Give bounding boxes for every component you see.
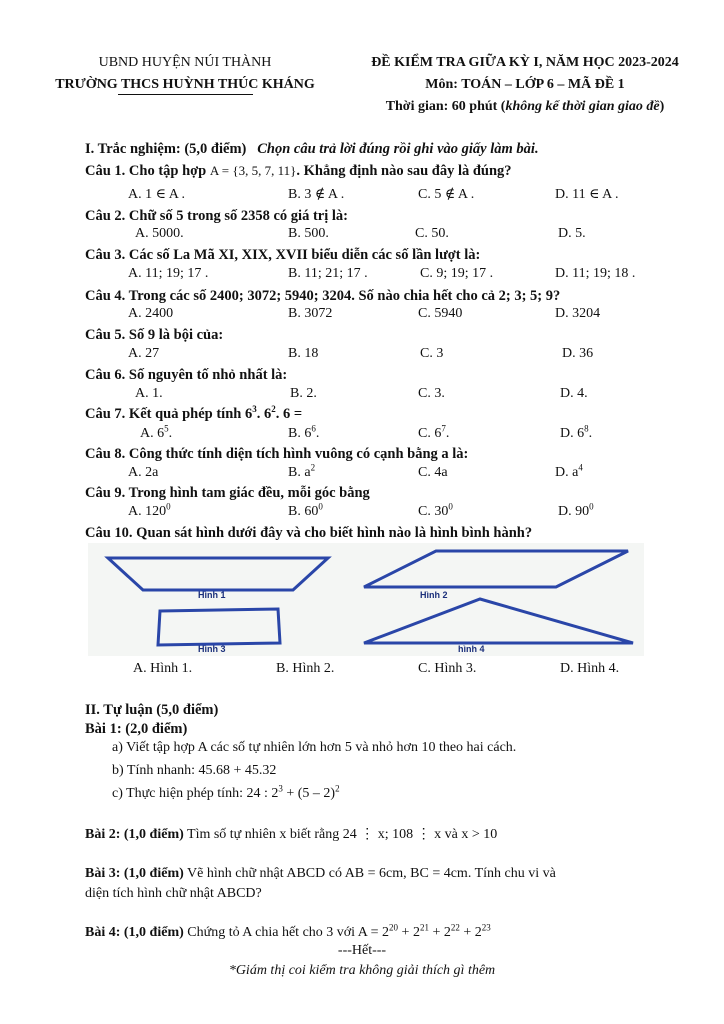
bai3-line1: Bài 3: (1,0 điểm) Vẽ hình chữ nhật ABCD có AB = 6cm, BC = 4cm. Tính chu vi và <box>85 866 556 881</box>
question-9: Câu 9. Trong hình tam giác đều, mỗi góc bằng <box>85 485 370 501</box>
q9-option-d: D. $90^0$ <box>558 501 594 519</box>
q10-option-c: C. Hình 3. <box>418 661 477 676</box>
q5-option-a: A. 27 <box>128 346 160 361</box>
q7-option-d: D. $6^8$. <box>560 423 593 441</box>
q6-option-d: D. 4. <box>560 386 588 401</box>
school-name: TRƯỜNG THCS HUỲNH THÚC KHÁNG <box>55 77 315 92</box>
figure-4-triangle <box>364 599 633 643</box>
header-right <box>340 52 710 118</box>
q8-option-c: C. 4a <box>418 465 448 480</box>
q5-option-c: C. 3 <box>420 346 444 361</box>
q1-option-a: A. 1 ∈ A . <box>128 187 186 202</box>
bai1-a: a) Viết tập hợp A các số tự nhiên lớn hơn 5 và nhỏ hơn 10 theo hai cách. <box>112 740 517 755</box>
q5-option-b: B. 18 <box>288 346 319 361</box>
q8-option-b: B. $a^2$ <box>288 462 316 480</box>
question-4: Câu 4. Trong các số 2400; 3072; 5940; 3204. Số nào chia hết cho cả 2; 3; 5; 9? <box>85 288 561 304</box>
figure-2-parallelogram <box>364 551 628 587</box>
q4-option-d: D. 3204 <box>555 306 601 321</box>
part2-title: II. Tự luận (5,0 điểm) <box>85 702 219 718</box>
exam-time: Thời gian: 60 phút (không kể thời gian giao đề) <box>385 99 665 114</box>
bai1-title: Bài 1: (2,0 điểm) <box>85 721 188 737</box>
q1-option-c: C. 5 ∉ A . <box>418 187 475 202</box>
question-6: Câu 6. Số nguyên tố nhỏ nhất là: <box>85 367 288 383</box>
q3-option-b: B. 11; 21; 17 . <box>288 266 368 281</box>
question-8: Câu 8. Công thức tính diện tích hình vuông có cạnh bằng a là: <box>85 446 469 462</box>
org-name: UBND HUYỆN NÚI THÀNH <box>98 55 272 70</box>
q7-option-b: B. $6^6$. <box>288 423 320 441</box>
q6-option-a: A. 1. <box>135 386 163 401</box>
figure-4-label: hình 4 <box>458 644 485 654</box>
q6-option-b: B. 2. <box>290 386 317 401</box>
q8-option-a: A. 2a <box>128 465 159 480</box>
q4-option-a: A. 2400 <box>128 306 174 321</box>
school-underline <box>118 94 253 95</box>
figure-3-label: Hình 3 <box>198 644 226 654</box>
question-5: Câu 5. Số 9 là bội của: <box>85 327 224 343</box>
q2-option-c: C. 50. <box>415 226 449 241</box>
q3-option-a: A. 11; 19; 17 . <box>128 266 209 281</box>
figure-3-rectangle <box>158 609 280 645</box>
figure-1-label: Hình 1 <box>198 590 226 600</box>
q5-option-d: D. 36 <box>562 346 594 361</box>
q9-option-b: B. $60^0$ <box>288 501 323 519</box>
exam-title: ĐỀ KIỂM TRA GIỮA KỲ I, NĂM HỌC 2023-2024 <box>371 55 679 70</box>
question-7: Câu 7. Kết quả phép tính $6^3$. $6^2$. 6 = <box>85 404 303 422</box>
end-marker: ---Hết--- <box>337 943 387 958</box>
q2-option-d: D. 5. <box>558 226 586 241</box>
q2-option-a: A. 5000. <box>135 226 184 241</box>
q4-option-b: B. 3072 <box>288 306 333 321</box>
q10-option-d: D. Hình 4. <box>560 661 620 676</box>
header-left <box>40 52 330 96</box>
q1-option-b: B. 3 ∉ A . <box>288 187 345 202</box>
footer-note: *Giám thị coi kiểm tra không giải thích gì thêm <box>228 963 496 978</box>
exam-subject: Môn: TOÁN – LỚP 6 – MÃ ĐỀ 1 <box>425 77 625 92</box>
q2-option-b: B. 500. <box>288 226 329 241</box>
q8-option-d: D. $a^4$ <box>555 462 583 480</box>
part1-title: I. Trắc nghiệm: (5,0 điểm) Chọn câu trả lời đúng rồi ghi vào giấy làm bài. <box>85 141 539 157</box>
bai4: Bài 4: (1,0 điểm) Chứng tỏ A chia hết cho 3 với $A = 2^{20} + 2^{21} + 2^{22} + 2^{23}$ <box>85 922 491 940</box>
bai2: Bài 2: (1,0 điểm) Tìm số tự nhiên x biết rằng 24 ⋮ x; 108 ⋮ x và x > 10 <box>85 827 498 842</box>
q1-option-d: D. 11 ∈ A . <box>555 187 619 202</box>
figure-1-trapezoid <box>108 558 328 590</box>
q9-option-a: A. $120^0$ <box>128 501 171 519</box>
question-3: Câu 3. Các số La Mã XI, XIX, XVII biểu diễn các số lần lượt là: <box>85 247 481 263</box>
q10-option-a: A. Hình 1. <box>133 661 193 676</box>
q7-option-a: A. $6^5$. <box>140 423 173 441</box>
figure-2-label: Hình 2 <box>420 590 448 600</box>
question-1: Câu 1. Cho tập hợp A = {3, 5, 7, 11}. Khẳng định nào sau đây là đúng? <box>85 163 512 179</box>
bai3-line2: diện tích hình chữ nhật ABCD? <box>85 886 262 901</box>
figures-svg <box>88 543 644 656</box>
q3-option-d: D. 11; 19; 18 . <box>555 266 636 281</box>
q4-option-c: C. 5940 <box>418 306 463 321</box>
bai1-c: c) Thực hiện phép tính: 24 : $2^3 + (5 - 2)^2$ <box>112 783 340 801</box>
q10-option-b: B. Hình 2. <box>276 661 335 676</box>
question-2: Câu 2. Chữ số 5 trong số 2358 có giá trị là: <box>85 208 348 224</box>
question-10: Câu 10. Quan sát hình dưới đây và cho biết hình nào là hình bình hành? <box>85 525 533 541</box>
q6-option-c: C. 3. <box>418 386 445 401</box>
bai1-b: b) Tính nhanh: 45.68 + 45.32 <box>112 763 277 778</box>
q7-option-c: C. $6^7$. <box>418 423 450 441</box>
q3-option-c: C. 9; 19; 17 . <box>420 266 494 281</box>
figures-panel <box>88 543 644 656</box>
q9-option-c: C. $30^0$ <box>418 501 453 519</box>
